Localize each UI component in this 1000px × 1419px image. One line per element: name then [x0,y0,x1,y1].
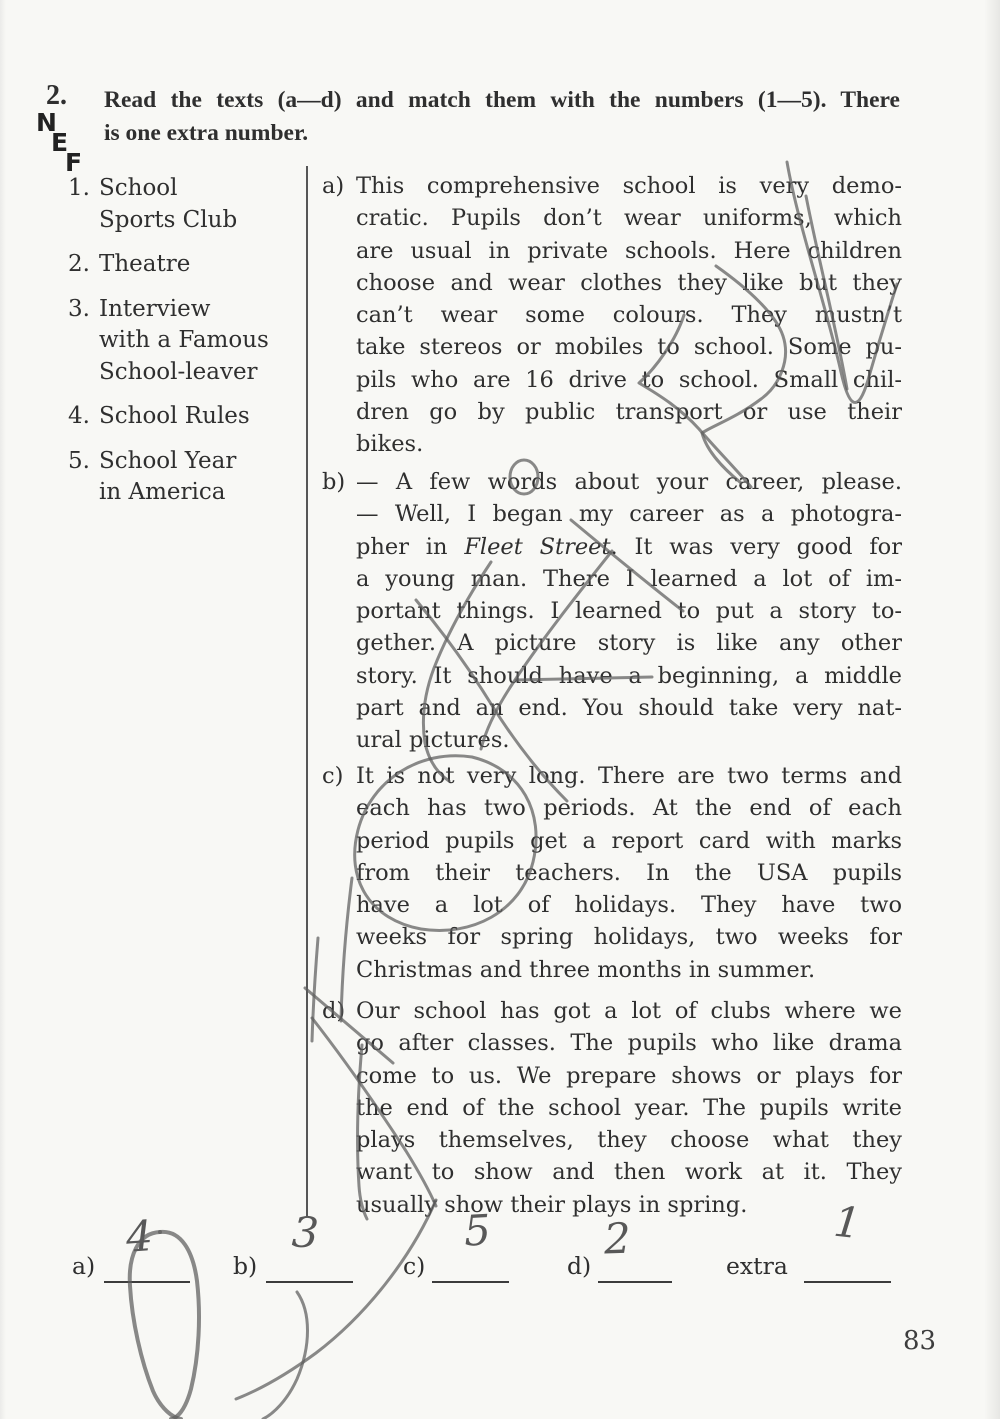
answer-value-d: 2 [603,1213,632,1264]
text-line: bikes. [356,431,424,458]
text-line: story. It should have a beginning, a middle [356,662,902,689]
option-line: Theatre [99,251,191,277]
option-line: with a Famous [99,327,269,353]
option-line: School [99,175,178,201]
text-line: weeks for spring holidays, two weeks for [356,924,902,951]
text-line: choose and wear clothes they like but they [356,269,902,296]
page-number: 83 [903,1326,937,1356]
text-block-d [322,995,902,1221]
text-line: ural pictures. [356,727,510,754]
option-line: Interview [99,295,211,322]
answer-label-d: d) [567,1252,592,1280]
text-line: This comprehensive school is very demo- [356,173,902,199]
stamp-letter: N [36,108,57,137]
instruction-line: is one extra number. [104,120,309,146]
answer-label-a: a) [72,1252,96,1280]
text-line: — A few words about your career, please. [356,469,902,495]
text-line: cratic. Pupils don’t wear uniforms, which [356,205,902,232]
answer-value-a: 4 [124,1211,155,1262]
instruction-line: Read the texts (a—d) and match them with the numbers (1—5). There [104,87,900,113]
answer-blank-extra [804,1281,891,1283]
scan-edge-shade [984,0,1000,1419]
text-block-a [322,170,902,461]
option-line: in America [99,479,226,505]
text-line: from their teachers. In the USA pupils [356,859,902,886]
text-label: d) [322,998,346,1024]
text-block-b [322,466,902,757]
answer-blank-c [432,1281,509,1283]
answer-value-c: 5 [462,1205,492,1256]
answer-value-extra: 1 [831,1196,864,1249]
stamp-letter: F [65,148,83,177]
text-line: each has two periods. At the end of each [356,795,902,822]
option-item [68,173,298,236]
option-number: 5. [68,447,90,474]
exercise-number: 2. [46,80,67,111]
text-line: pils who are 16 drive to school. Small chil- [356,366,902,393]
text-line: are usual in private schools. Here children [356,237,902,264]
text-line: Christmas and three months in summer. [356,956,816,983]
text-line: plays themselves, they choose what they [356,1127,902,1154]
option-line: Sports Club [99,206,238,233]
text-label: c) [322,763,344,789]
text-line: usually show their plays in spring. [356,1191,748,1218]
text-line: take stereos or mobiles to school. Some pu- [356,334,902,361]
text-line: dren go by public transport or use their [356,399,902,426]
text-line: want to show and then work at it. They [356,1159,902,1186]
column-divider [306,166,308,1216]
answer-blank-d [598,1281,672,1283]
stamp-letter: E [51,128,69,157]
text-line: come to us. We prepare shows or plays for [356,1062,902,1089]
answer-value-b: 3 [290,1207,320,1258]
scan-left-shade [0,0,6,1419]
text-line: go after classes. The pupils who like drama [356,1030,902,1057]
option-item [68,294,298,389]
text-label: b) [322,469,346,495]
text-line: a young man. There I learned a lot of im- [356,565,902,592]
text-line: can’t wear some colours. They mustn’t [356,302,902,329]
option-number: 3. [68,295,90,322]
text-block-c [322,760,902,986]
text-line: period pupils get a report card with marks [356,827,902,854]
text-line: the end of the school year. The pupils write [356,1094,902,1121]
answer-label-extra: extra [726,1252,788,1280]
exercise-instruction [104,84,900,150]
text-line: Our school has got a lot of clubs where we [356,998,902,1024]
option-line: School Rules [99,403,250,429]
text-line: gether. A picture story is like any other [356,630,902,657]
text-line: part and an end. You should take very nat- [356,695,902,722]
option-number: 4. [68,403,90,429]
option-line: School Year [99,447,237,474]
text-label: a) [322,173,345,199]
text-line: — Well, I began my career as a photogra- [356,501,902,528]
option-line: School-leaver [99,358,258,385]
text-line: have a lot of holidays. They have two [356,892,902,919]
answer-blank-b [266,1281,353,1283]
text-line: It is not very long. There are two terms and [356,763,902,789]
answer-label-c: c) [403,1252,426,1280]
text-line: portant things. I learned to put a story to- [356,598,902,625]
option-number: 2. [68,251,90,277]
text-line: pher in Fleet Street. It was very good for [356,533,902,560]
options-list [68,173,298,522]
option-item [68,446,298,509]
option-item [68,401,298,433]
option-number: 1. [68,175,90,201]
answer-label-b: b) [233,1252,258,1280]
option-item [68,249,298,281]
answer-blank-a [104,1281,190,1283]
